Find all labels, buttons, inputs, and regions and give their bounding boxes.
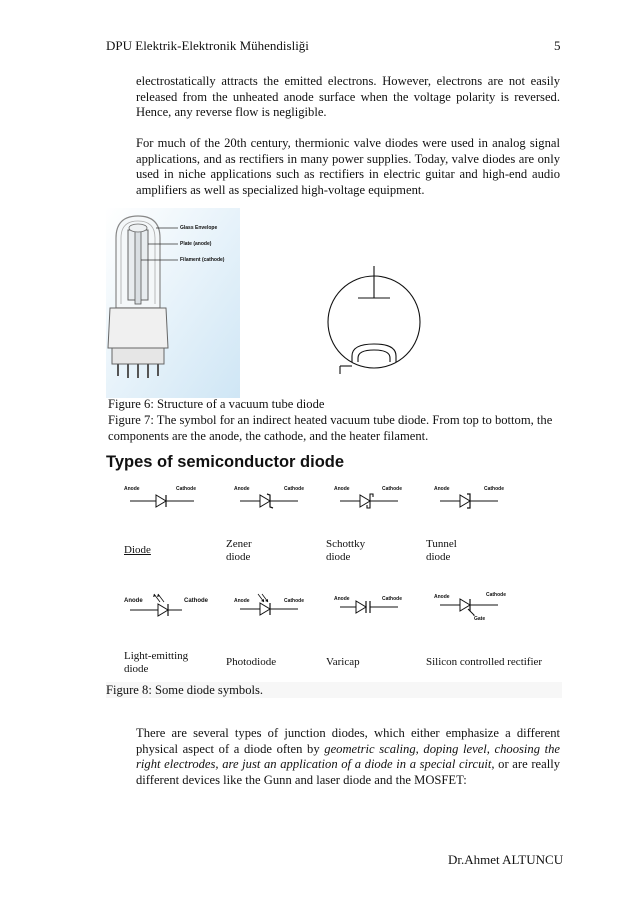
- schottky-diode-symbol: Anode Cathode: [334, 486, 424, 514]
- varicap-label: Varicap: [326, 656, 360, 668]
- zener-label: Zener diode: [226, 538, 252, 563]
- photodiode-symbol: Anode Cathode: [234, 592, 324, 618]
- led-label: Light-emitting diode: [124, 650, 189, 675]
- vacuum-tube-illustration: [106, 208, 240, 398]
- vacuum-tube-diode-symbol: [320, 262, 432, 378]
- page-header-title: DPU Elektrik-Elektronik Mühendisliği: [106, 38, 309, 53]
- closing-paragraph: There are several types of junction diodes, which either emphasize a different physical aspect of a diode often by geometric scaling, doping level, choosing the right electrodes, are just an application of a diode in a special circuit, or are really different devices like the Gunn and laser diode and the MOSFET:: [136, 726, 560, 787]
- scr-label: Silicon controlled rectifier: [426, 656, 543, 668]
- paragraph-1: electrostatically attracts the emitted electrons. However, electrons are not easily released from the unheated anode surface when the voltage polarity is reversed. Hence, any reverse flow is negligible.: [136, 74, 560, 120]
- figure-6-caption: Figure 6: Structure of a vacuum tube diode: [108, 397, 325, 411]
- plate-anode-label: Plate (anode): [180, 241, 212, 247]
- figure-7-caption: Figure 7: The symbol for an indirect heated vacuum tube diode. From top to bottom, the components are the anode, the cathode, and the heater filament.: [108, 413, 553, 443]
- led-symbol: Anode Cathode: [124, 590, 214, 618]
- scr-symbol: Anode Cathode Gate: [434, 592, 506, 622]
- figure-8-caption: Figure 8: Some diode symbols.: [106, 682, 562, 698]
- footer-author: Dr.Ahmet ALTUNCU: [448, 852, 564, 867]
- filament-cathode-label: Filament (cathode): [180, 257, 225, 263]
- diode-label: Diode: [124, 544, 151, 556]
- varicap-symbol: Anode Cathode: [334, 594, 424, 618]
- photodiode-label: Photodiode: [226, 656, 277, 668]
- tunnel-diode-symbol: Anode Cathode: [434, 486, 524, 514]
- schottky-label: Schottky diode: [326, 538, 366, 563]
- glass-envelope-label: Glass Envelope: [180, 225, 218, 231]
- section-heading: Types of semiconductor diode: [106, 453, 345, 471]
- tunnel-label: Tunnel diode: [426, 538, 457, 563]
- diode-symbol: Anode Cathode: [124, 486, 214, 514]
- paragraph-2: For much of the 20th century, thermionic valve diodes were used in analog signal applications, and as rectifiers in many power supplies. Today, valve diodes are only used in niche applications such as rectifiers in electric guitar and high-end audio amplifiers as well as specialized high-voltage equipment.: [136, 136, 560, 197]
- page-number: 5: [554, 38, 561, 53]
- zener-diode-symbol: Anode Cathode: [234, 486, 324, 514]
